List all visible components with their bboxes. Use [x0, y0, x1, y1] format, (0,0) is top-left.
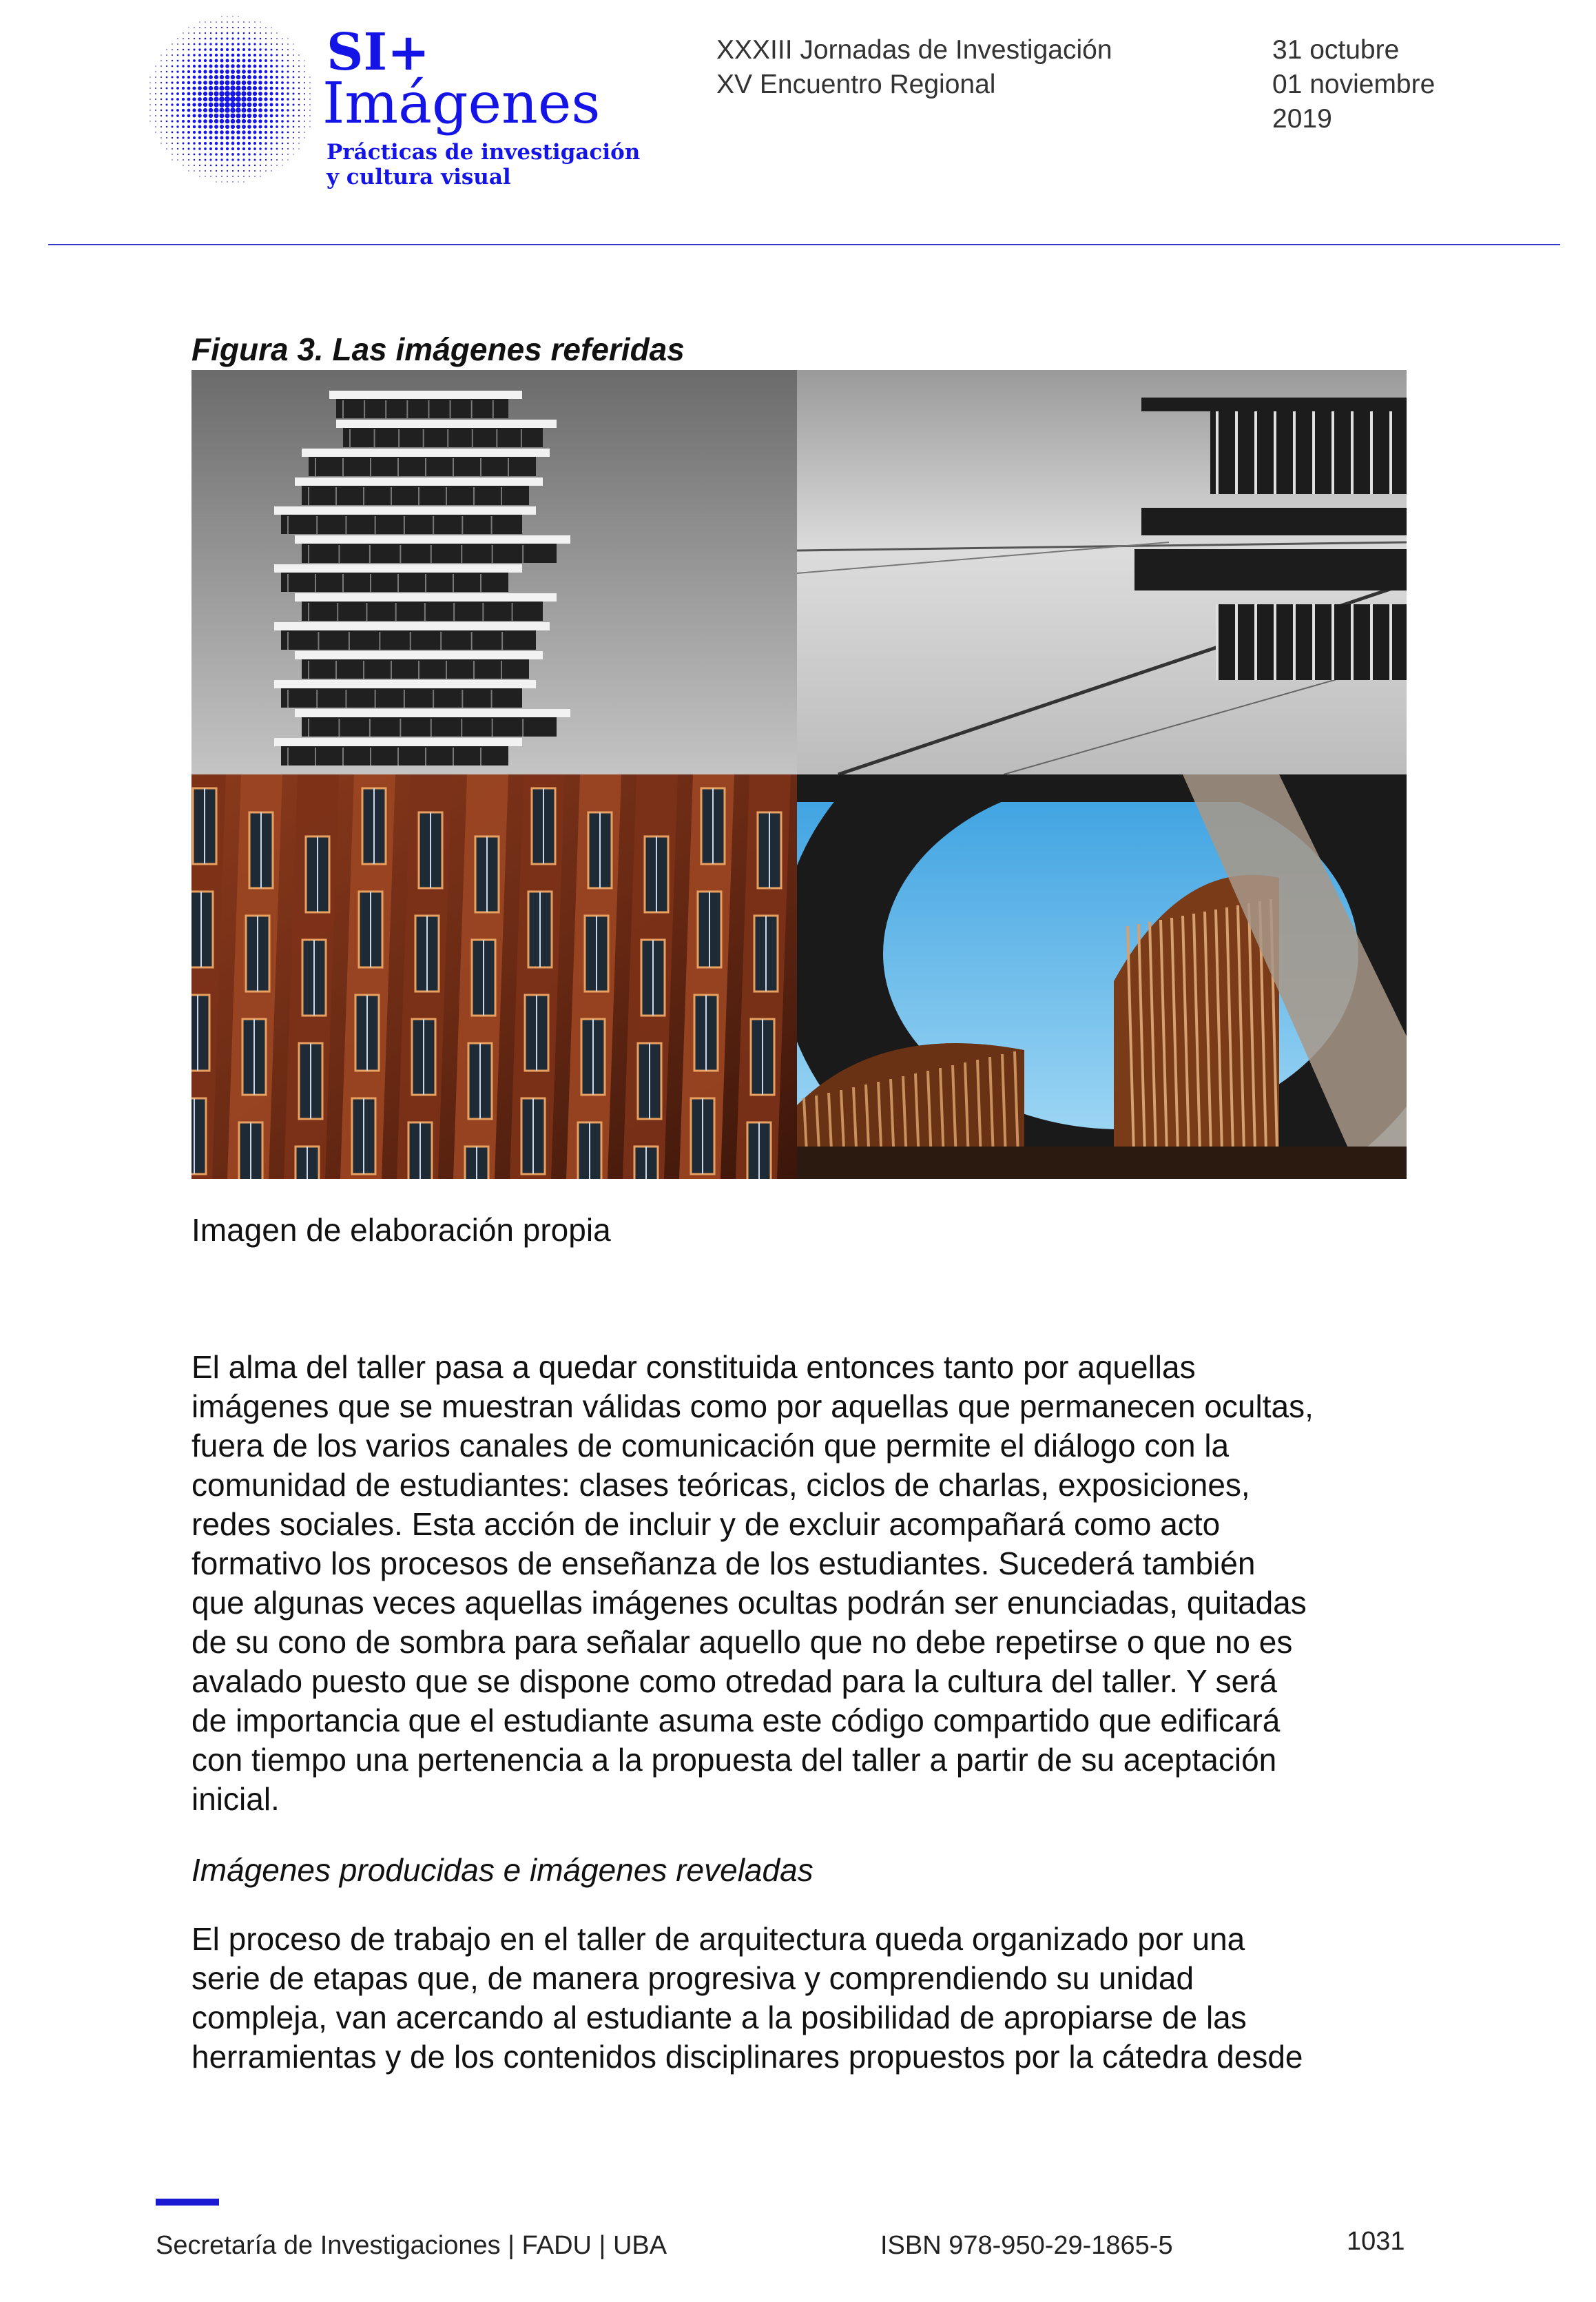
photo-curved-buildings [797, 774, 1407, 1179]
photo-copper-facade [191, 774, 797, 1179]
event-line-1: XXXIII Jornadas de Investigación [716, 35, 1112, 65]
logo-halftone-circle [131, 14, 331, 186]
body-paragraph-2 [191, 1920, 1418, 2077]
event-dates [1272, 33, 1435, 136]
section-subheading: Imágenes producidas e imágenes reveladas [191, 1852, 813, 1888]
paragraph-line: imágenes que se muestran válidas como por aquellas que permanecen ocultas, [191, 1388, 1314, 1424]
logo-title-si: SI+ [327, 23, 431, 82]
paragraph-line: que algunas veces aquellas imágenes ocultas podrán ser enunciadas, quitadas [191, 1585, 1307, 1621]
event-title [716, 33, 1112, 102]
paragraph-line: de importancia que el estudiante asuma este código compartido que edificará [191, 1703, 1281, 1738]
paragraph-line: fuera de los varios canales de comunicación que permite el diálogo con la [191, 1428, 1230, 1463]
paragraph-line: El alma del taller pasa a quedar constituida entonces tanto por aquellas [191, 1349, 1196, 1385]
logo-tagline-line-1: Prácticas de investigación [327, 140, 641, 165]
footer-institution: Secretaría de Investigaciones | FADU | UBA [156, 2231, 667, 2260]
paragraph-line: avalado puesto que se dispone como otredad para la cultura del taller. Y será [191, 1663, 1278, 1699]
photo-white-tower [191, 370, 797, 774]
paragraph-line: formativo los procesos de enseñanza de los estudiantes. Sucederá también [191, 1545, 1256, 1581]
paragraph-line: comunidad de estudiantes: clases teóricas, ciclos de charlas, exposiciones, [191, 1467, 1250, 1503]
figure-caption: Figura 3. Las imágenes referidas [191, 331, 685, 367]
header-divider [48, 244, 1560, 245]
photo-glass-reflection [797, 370, 1407, 774]
event-line-2: XV Encuentro Regional [716, 70, 996, 99]
paragraph-line: redes sociales. Esta acción de incluir y de excluir acompañará como acto [191, 1506, 1221, 1542]
paragraph-line: serie de etapas que, de manera progresiva y comprendiendo su unidad [191, 1960, 1194, 1996]
date-line-2: 01 noviembre [1272, 70, 1436, 99]
paragraph-line: con tiempo una pertenencia a la propuesta del taller a partir de su aceptación [191, 1742, 1277, 1778]
footer-isbn: ISBN 978-950-29-1865-5 [880, 2231, 1173, 2260]
logo-tagline-line-2: y cultura visual [327, 165, 511, 189]
paragraph-line: herramientas y de los contenidos disciplinares propuestos por la cátedra desde [191, 2039, 1303, 2075]
body-paragraph-1 [191, 1348, 1418, 1819]
logo-title-imagenes: Imágenes [322, 71, 601, 136]
footer-accent-bar [156, 2199, 219, 2206]
paragraph-line: de su cono de sombra para señalar aquello que no debe repetirse o que no es [191, 1624, 1293, 1660]
logo-tagline [327, 140, 640, 189]
date-line-3: 2019 [1272, 104, 1332, 134]
paragraph-line: El proceso de trabajo en el taller de arquitectura queda organizado por una [191, 1921, 1245, 1957]
date-line-1: 31 octubre [1272, 35, 1400, 65]
figure-source: Imagen de elaboración propia [191, 1212, 611, 1248]
page-number: 1031 [1347, 2227, 1405, 2256]
paragraph-line: compleja, van acercando al estudiante a la posibilidad de apropiarse de las [191, 2000, 1247, 2035]
paragraph-line: inicial. [191, 1781, 280, 1817]
